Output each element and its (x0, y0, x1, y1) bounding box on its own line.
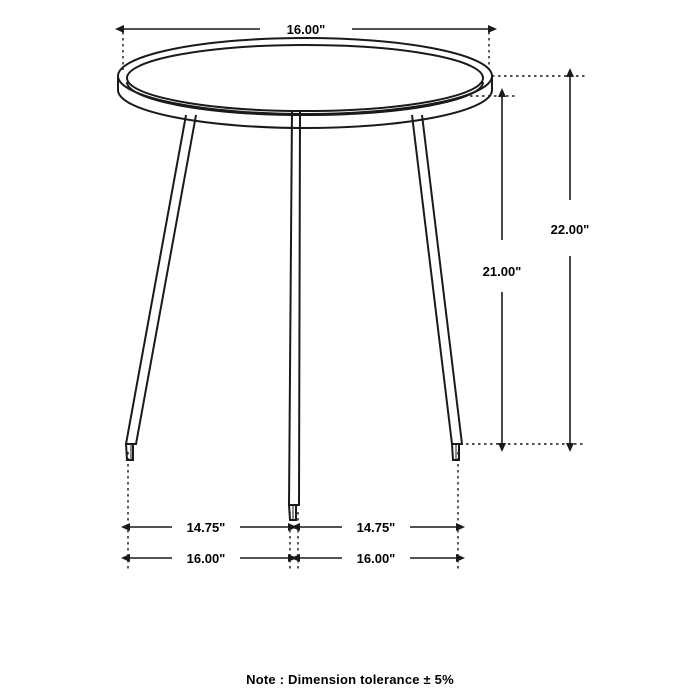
table-top (118, 38, 492, 128)
dimension-outer-span-right-label: 16.00" (356, 551, 396, 566)
dimension-outer-span-left-label: 16.00" (186, 551, 226, 566)
dimension-leg-height-label: 21.00" (482, 264, 522, 279)
dimension-top-diameter-label: 16.00" (286, 22, 326, 37)
dimension-overall-height-label: 22.00" (550, 222, 590, 237)
dimension-inner-span-left-label: 14.75" (186, 520, 226, 535)
dimension-inner-span-right-label: 14.75" (356, 520, 396, 535)
tolerance-note: Note : Dimension tolerance ± 5% (246, 672, 454, 687)
table-legs (126, 110, 462, 520)
